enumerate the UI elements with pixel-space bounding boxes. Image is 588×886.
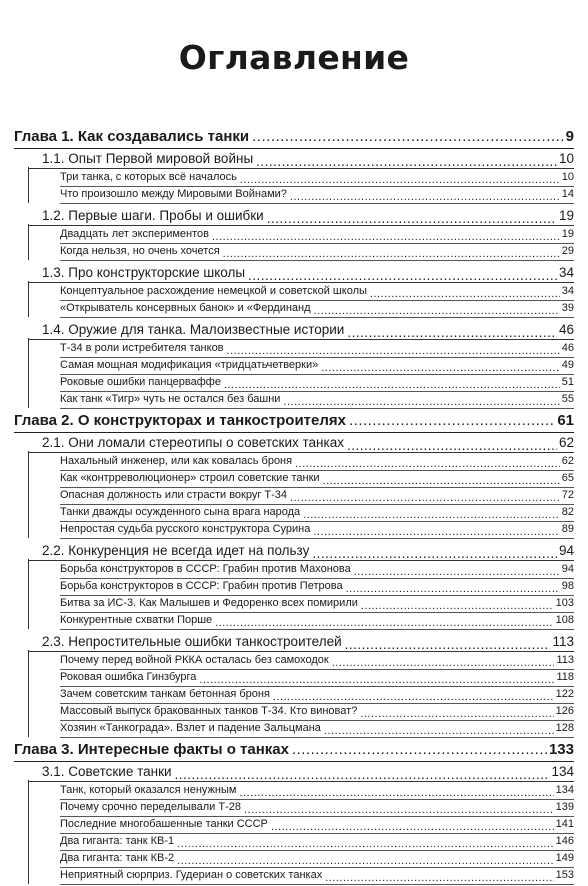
subsection-entry-label: Последние многобашенные танки СССР: [60, 818, 268, 830]
subsection-entry-label: Танки дважды осужденного сына врага народа: [60, 506, 301, 518]
chapter-entry[interactable]: [14, 412, 574, 432]
section-group: [28, 764, 574, 886]
subsection-entry-page-number: 146: [555, 835, 574, 847]
dot-leader: [349, 412, 555, 432]
dot-leader: [224, 376, 560, 393]
subsection-entry[interactable]: [14, 523, 574, 540]
subsection-entry-label: Борьба конструкторов в СССР: Грабин против Махонова: [60, 563, 351, 575]
section-entry-page-number: 34: [558, 265, 574, 280]
subsection-entry[interactable]: [14, 359, 574, 376]
subsection-entry-page-number: 149: [555, 852, 574, 864]
dot-leader: [324, 722, 554, 739]
section-group: [28, 208, 574, 262]
subsection-entry-page-number: 49: [561, 359, 574, 371]
section-entry-label: 1.3. Про конструкторские школы: [42, 265, 246, 280]
section-entry-label: 2.3. Непростительные ошибки танкостроителей: [42, 634, 342, 649]
subsection-entry-label: Три танка, с которых всё началось: [60, 171, 237, 183]
subsection-entry-label: Как «контрреволюционер» строил советские танки: [60, 472, 320, 484]
section-entry-page-number: 62: [558, 435, 574, 450]
subsection-entry-label: Т-34 в роли истребителя танков: [60, 342, 224, 354]
subsection-entry-label: Хозяин «Танкограда». Взлет и падение Зальцмана: [60, 722, 321, 734]
dot-leader: [360, 705, 553, 722]
subsection-entry[interactable]: [14, 614, 574, 631]
subsection-entry[interactable]: [14, 455, 574, 472]
subsection-entry[interactable]: [14, 835, 574, 852]
dot-leader: [244, 801, 554, 818]
section-entry[interactable]: [28, 634, 574, 654]
dot-leader: [177, 835, 554, 852]
section-entry-page-number: 10: [558, 151, 574, 166]
subsection-entry[interactable]: [14, 705, 574, 722]
section-entry-page-number: 134: [551, 764, 574, 779]
dot-leader: [199, 671, 554, 688]
chapter-entry-label: Глава 2. О конструкторах и танкостроителях: [14, 412, 346, 429]
subsection-entry-label: Самая мощная модификация «тридцатьчетверки»: [60, 359, 319, 371]
chapter-entry-label: Глава 1. Как создавались танки: [14, 128, 250, 145]
section-entry-label: 1.1. Опыт Первой мировой войны: [42, 151, 254, 166]
subsection-entry-page-number: 98: [561, 580, 574, 592]
subsection-entry[interactable]: [14, 654, 574, 671]
chapter-entry[interactable]: [14, 128, 574, 148]
subsection-entry[interactable]: [14, 245, 574, 262]
subsection-entry-label: Роковые ошибки панцерваффе: [60, 376, 221, 388]
subsection-entry-label: Массовый выпуск бракованных танков Т-34. Кто виноват?: [60, 705, 358, 717]
subsection-entry-label: Битва за ИС-3. Как Малышев и Федоренко всех помирили: [60, 597, 358, 609]
dot-leader: [290, 188, 560, 205]
section-entry-page-number: 113: [552, 634, 574, 649]
dot-leader: [370, 285, 560, 302]
dot-leader: [267, 208, 557, 228]
dot-leader: [248, 265, 557, 285]
dot-leader: [323, 472, 560, 489]
subsection-entry-page-number: 126: [555, 705, 574, 717]
subsection-entry[interactable]: [14, 597, 574, 614]
dot-leader: [354, 563, 560, 580]
section-entry[interactable]: [28, 151, 574, 171]
subsection-entry-label: Когда нельзя, но очень хочется: [60, 245, 220, 257]
section-entry-label: 2.2. Конкуренция не всегда идет на пользу: [42, 543, 310, 558]
subsection-entry-label: Неприятный сюрприз. Гудериан о советских танках: [60, 869, 323, 881]
page-title: Оглавление: [178, 38, 410, 77]
subsection-entry-label: Конкурентные схватки Порше: [60, 614, 213, 626]
dot-leader: [312, 543, 557, 563]
chapter-entry-page-number: 133: [548, 741, 574, 758]
subsection-entry-label: Опасная должность или страсти вокруг Т-34: [60, 489, 288, 501]
dot-leader: [273, 688, 554, 705]
subsection-entry-label: Двадцать лет экспериментов: [60, 228, 209, 240]
dot-leader: [347, 435, 557, 455]
subsection-entry-label: Почему срочно переделывали Т-28: [60, 801, 241, 813]
subsection-entry[interactable]: [14, 393, 574, 410]
subsection-entry-page-number: 134: [555, 784, 574, 796]
subsection-entry-page-number: 51: [561, 376, 574, 388]
subsection-entry-page-number: 139: [555, 801, 574, 813]
subsection-entry-page-number: 65: [561, 472, 574, 484]
chapter-entry[interactable]: [14, 741, 574, 761]
subsection-entry[interactable]: [14, 784, 574, 801]
dot-leader: [283, 393, 559, 410]
subsection-entry-label: Нахальный инженер, или как ковалась броня: [60, 455, 293, 467]
dot-leader: [223, 245, 560, 262]
subsection-entry-page-number: 46: [561, 342, 574, 354]
section-entry[interactable]: [28, 435, 574, 455]
subsection-entry-label: Зачем советским танкам бетонная броня: [60, 688, 270, 700]
subsection-entry-page-number: 29: [561, 245, 574, 257]
subsection-entry[interactable]: [14, 688, 574, 705]
table-of-contents: [14, 128, 574, 886]
dot-leader: [227, 342, 560, 359]
section-entry-label: 2.1. Они ломали стереотипы о советских танках: [42, 435, 344, 450]
dot-leader: [239, 784, 553, 801]
section-entry[interactable]: [28, 764, 574, 784]
subsection-entry[interactable]: [14, 818, 574, 835]
section-entry-page-number: 94: [558, 543, 574, 558]
subsection-entry-page-number: 89: [561, 523, 574, 535]
dot-leader: [256, 151, 557, 171]
subsection-entry-page-number: 55: [561, 393, 574, 405]
subsection-entry[interactable]: [14, 671, 574, 688]
section-group: [28, 634, 574, 739]
chapter-entry-label: Глава 3. Интересные факты о танках: [14, 741, 289, 758]
dot-leader: [345, 634, 551, 654]
subsection-entry-label: «Открыватель консервных банок» и «Фердинанд: [60, 302, 311, 314]
subsection-entry[interactable]: [14, 869, 574, 886]
subsection-entry-label: Два гиганта: танк КВ-1: [60, 835, 175, 847]
subsection-entry-label: Роковая ошибка Гинзбурга: [60, 671, 197, 683]
subsection-entry-page-number: 103: [555, 597, 574, 609]
section-entry-label: 1.4. Оружие для танка. Малоизвестные истории: [42, 322, 345, 337]
subsection-entry-page-number: 10: [561, 171, 574, 183]
dot-leader: [325, 869, 553, 886]
section-entry-label: 1.2. Первые шаги. Пробы и ошибки: [42, 208, 264, 223]
dot-leader: [290, 489, 560, 506]
subsection-entry-page-number: 39: [561, 302, 574, 314]
subsection-entry[interactable]: [14, 506, 574, 523]
dot-leader: [347, 322, 557, 342]
section-entry[interactable]: [28, 543, 574, 563]
subsection-entry-label: Непростая судьба русского конструктора Сурина: [60, 523, 311, 535]
subsection-entry[interactable]: [14, 472, 574, 489]
dot-leader: [271, 818, 554, 835]
subsection-entry[interactable]: [14, 188, 574, 205]
subsection-entry[interactable]: [14, 302, 574, 319]
subsection-entry-page-number: 118: [556, 671, 574, 683]
subsection-entry-page-number: 153: [555, 869, 574, 881]
subsection-entry-label: Борьба конструкторов в СССР: Грабин против Петрова: [60, 580, 343, 592]
subsection-entry-page-number: 19: [561, 228, 574, 240]
dot-leader: [212, 228, 560, 245]
dot-leader: [252, 128, 564, 148]
subsection-entry-label: Два гиганта: танк КВ-2: [60, 852, 175, 864]
dot-leader: [346, 580, 560, 597]
subsection-entry-page-number: 72: [561, 489, 574, 501]
subsection-entry-page-number: 14: [561, 188, 574, 200]
dot-leader: [240, 171, 560, 188]
subsection-entry[interactable]: [14, 852, 574, 869]
section-group: [28, 322, 574, 410]
subsection-entry-page-number: 82: [561, 506, 574, 518]
section-entry[interactable]: [28, 265, 574, 285]
section-entry-label: 3.1. Советские танки: [42, 764, 172, 779]
subsection-entry-page-number: 113: [556, 654, 574, 666]
dot-leader: [332, 654, 555, 671]
subsection-entry[interactable]: [14, 722, 574, 739]
subsection-entry[interactable]: [14, 342, 574, 359]
dot-leader: [321, 359, 560, 376]
section-entry[interactable]: [28, 208, 574, 228]
dot-leader: [314, 302, 560, 319]
dot-leader: [295, 455, 560, 472]
subsection-entry[interactable]: [14, 376, 574, 393]
dot-leader: [292, 741, 547, 761]
subsection-entry-page-number: 141: [555, 818, 574, 830]
subsection-entry-page-number: 34: [561, 285, 574, 297]
subsection-entry[interactable]: [14, 489, 574, 506]
dot-leader: [303, 506, 560, 523]
chapter-entry-page-number: 61: [557, 412, 574, 429]
section-group: [28, 543, 574, 631]
section-group: [28, 265, 574, 319]
subsection-entry[interactable]: [14, 801, 574, 818]
subsection-entry-page-number: 122: [555, 688, 574, 700]
subsection-entry-page-number: 94: [561, 563, 574, 575]
subsection-entry-label: Что произошло между Мировыми Войнами?: [60, 188, 287, 200]
section-group: [28, 435, 574, 540]
dot-leader: [177, 852, 554, 869]
chapter-entry-page-number: 9: [565, 128, 574, 145]
dot-leader: [215, 614, 553, 631]
dot-leader: [361, 597, 554, 614]
dot-leader: [313, 523, 559, 540]
subsection-entry-label: Почему перед войной РККА осталась без самоходок: [60, 654, 329, 666]
subsection-entry-page-number: 108: [555, 614, 574, 626]
subsection-entry-page-number: 62: [561, 455, 574, 467]
subsection-entry[interactable]: [14, 171, 574, 188]
subsection-entry-page-number: 128: [555, 722, 574, 734]
subsection-entry-label: Концептуальное расхождение немецкой и советской школы: [60, 285, 367, 297]
subsection-entry[interactable]: [14, 285, 574, 302]
section-entry[interactable]: [28, 322, 574, 342]
subsection-entry-label: Танк, который оказался ненужным: [60, 784, 237, 796]
dot-leader: [175, 764, 550, 784]
subsection-entry[interactable]: [14, 228, 574, 245]
section-entry-page-number: 19: [558, 208, 574, 223]
subsection-entry[interactable]: [14, 580, 574, 597]
subsection-entry-label: Как танк «Тигр» чуть не остался без башни: [60, 393, 281, 405]
subsection-entry[interactable]: [14, 563, 574, 580]
section-group: [28, 151, 574, 205]
section-entry-page-number: 46: [558, 322, 574, 337]
